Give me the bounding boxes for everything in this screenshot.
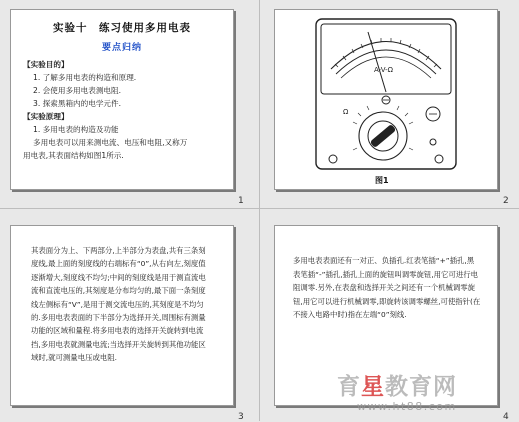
list-item: 3. 探索黑箱内的电学元件. (33, 99, 122, 108)
body-paragraph: 其表面分为上、下两部分,上半部分为表盘,共有三条刻度线,最上面的刻度线的右端标有“0”,从右向左,刻度值逐渐增大,刻度线不均匀;中间的刻度线是用于测直流电流和直流电压的,其刻度是分布均匀的,最下面一条刻度线左侧标有“V”,是用于测交流电压的,其刻度是不均匀的.多用电表表面的下半部分为选择开关,周围标有测量功能的区域和量程.将多用电表的选择开关旋转到电流挡,多用电表就测量电流;当选择开关旋转到其他功能区域时,就可测量电压或电阻. (31, 246, 206, 363)
slide-number: 3 (238, 412, 244, 422)
list-item: 1. 多用电表的构造及功能 (33, 125, 119, 134)
horizontal-divider (0, 208, 519, 209)
ohm-label: Ω (343, 108, 349, 116)
slide-subtitle: 要点归纳 (101, 43, 142, 53)
meter-scale-label: A-V-Ω (374, 66, 394, 74)
watermark-text-c: 教育网 (385, 374, 457, 400)
body-text: 用电表,其表面结构如图1所示. (23, 151, 124, 160)
figure-caption: 图1 (375, 176, 389, 185)
slide-thumbnail-2[interactable] (274, 9, 498, 190)
slide-number: 4 (503, 412, 509, 422)
slide-number: 2 (503, 196, 509, 206)
body-paragraph: 多用电表表面还有一对正、负插孔.红表笔插“+”插孔,黑表笔插“-”插孔,插孔上面的旋钮叫调零旋钮,用它可进行电阻调零.另外,在表盘和选择开关之间还有一个机械调零旋钮,用它可以进行机械调零,即旋转该调零螺丝,可使指针(在不接入电路中时)指在左端“0”刻线. (293, 256, 481, 320)
watermark-text-a: 育 (337, 374, 361, 400)
watermark-text-b: 星 (361, 374, 385, 400)
slide-thumbnail-1[interactable] (10, 9, 234, 190)
slide-thumbnail-3[interactable] (10, 225, 234, 406)
site-watermark (337, 368, 457, 401)
slide-number: 1 (238, 196, 244, 206)
list-item: 1. 了解多用电表的构造和原理. (33, 73, 137, 82)
section-heading: 【实验目的】 (23, 60, 69, 69)
vertical-divider (259, 0, 260, 421)
slide-title: 实验十 练习使用多用电表 (53, 22, 191, 34)
body-text: 多用电表可以用来测电流、电压和电阻,又称万 (33, 138, 188, 147)
watermark-url: www.ht88.com (357, 400, 457, 413)
section-heading: 【实验原理】 (23, 112, 69, 121)
list-item: 2. 会使用多用电表测电阻. (33, 86, 122, 95)
multimeter-illustration (311, 14, 461, 174)
